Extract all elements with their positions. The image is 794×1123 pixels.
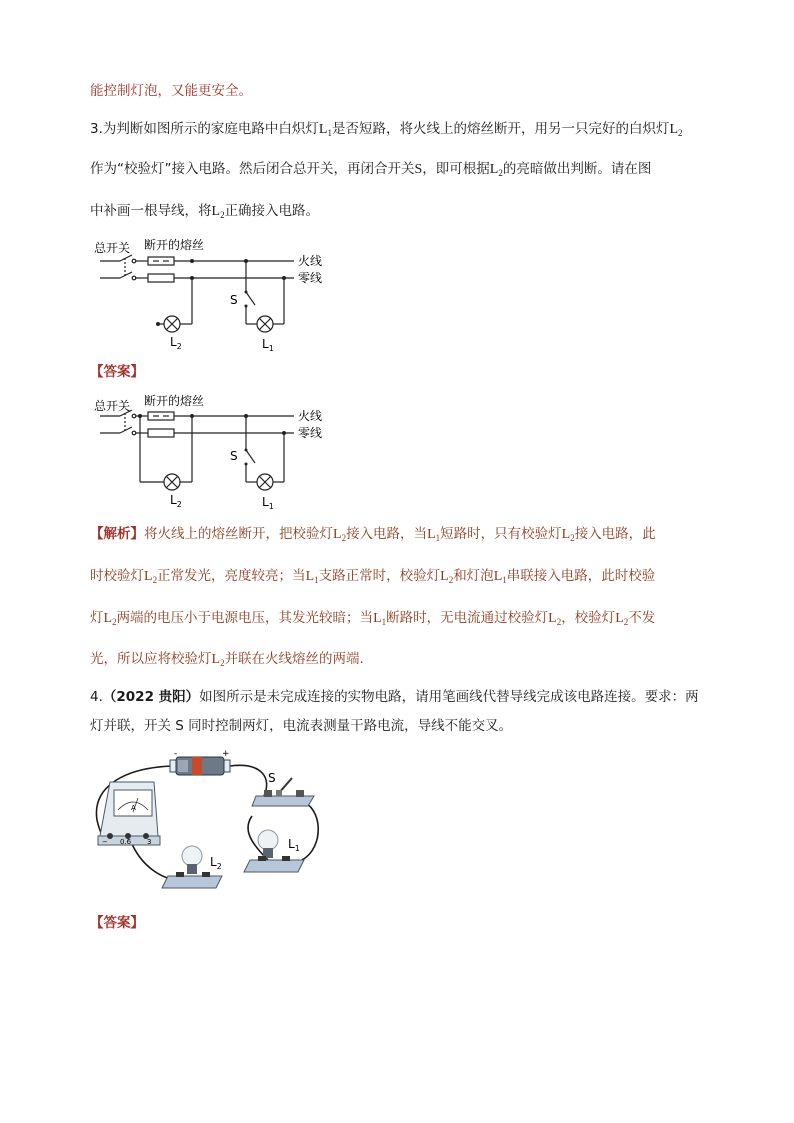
lamp-symbol: $L_1$ (373, 611, 387, 627)
lamp-symbol: $L_2$ (211, 204, 225, 220)
fuse-label: 断开的熔丝 (144, 394, 205, 408)
switch-s-label: S (230, 449, 238, 463)
analysis-line-1: 【解析】将火线上的熔丝断开，把校验灯$L_2$接入电路，当$L_1$短路时，只有校验灯$L_2$接入电路，此 (90, 526, 656, 543)
q4-number: 4. (90, 689, 103, 705)
lamp-symbol: $L_2$ (561, 527, 575, 543)
switch-icon (252, 778, 314, 806)
lamp-symbol: $L_2$ (615, 611, 629, 627)
ammeter-icon (98, 782, 160, 845)
q4-text: 如图所示是未完成连接的实物电路，请用笔画线代替导线完成该电路连接。要求：两 (199, 689, 699, 705)
switch-s-label: S (268, 771, 276, 785)
answer-label-2: 【答案】 (90, 915, 144, 931)
live-wire-label: 火线 (298, 254, 323, 268)
q4-line-2: 灯并联，开关 S 同时控制两灯，电流表测量干路电流，导线不能交叉。 (90, 718, 513, 734)
lamp-symbol: $L_1$ (427, 527, 441, 543)
lamp-symbol: $L_2$ (489, 162, 503, 178)
circuit-diagram-question (92, 236, 342, 354)
switch-symbol: S (414, 162, 423, 177)
main-switch-label: 总开关 (94, 241, 131, 255)
neutral-wire-label: 零线 (298, 426, 323, 440)
lamp-l1-label: $L_1$ (288, 837, 300, 853)
q3-text: 的亮暗做出判断。请在图 (502, 161, 652, 177)
lamp-l2-label: $L_2$ (210, 855, 222, 871)
answer-label: 【答案】 (90, 364, 144, 380)
physical-circuit-figure (92, 748, 332, 898)
lamp-symbol: $L_2$ (440, 569, 454, 585)
q3-line-1 (90, 120, 683, 142)
lamp-symbol: $L_1$ (493, 569, 507, 585)
terminal-0.6: 0.6 (120, 838, 132, 846)
q3-text: 3.为判断如图所示的家庭电路中白炽灯 (90, 121, 319, 137)
switch-s-label: S (230, 293, 238, 307)
q3-text: 作为“校验灯”接入电路。然后闭合总开关，再闭合开关 (90, 161, 415, 177)
circuit-diagram-answer (92, 392, 342, 516)
terminal-minus: − (102, 838, 108, 846)
lamp-symbol: $L_2$ (103, 611, 117, 627)
q3-text: 是否短路，将火线上的熔丝断开，用另一只完好的白炽灯 (331, 121, 670, 137)
q4-line-1 (90, 688, 699, 706)
terminal-3: 3 (147, 838, 152, 846)
live-wire-label: 火线 (298, 409, 323, 423)
battery-minus: - (174, 749, 178, 759)
analysis-line-3: 灯$L_2$两端的电压小于电源电压，其发光较暗；当$L_1$断路时，无电流通过校验灯$L_2$，校验灯$L_2$不发 (90, 610, 656, 627)
lamp-symbol: $L_2$ (211, 652, 225, 668)
fuse-label: 断开的熔丝 (144, 238, 205, 252)
meter-label: A (131, 804, 136, 812)
main-switch-label: 总开关 (94, 399, 131, 413)
lamp-l2-label: $L_2$ (170, 493, 182, 509)
neutral-wire-label: 零线 (298, 271, 323, 285)
q3-text: 正确接入电路。 (224, 203, 320, 219)
lamp-symbol: $L_2$ (144, 569, 158, 585)
continuation-line: 能控制灯泡，又能更安全。 (90, 83, 252, 99)
lamp-l1-label: $L_1$ (262, 337, 274, 353)
lamp-symbol: $L_1$ (305, 569, 319, 585)
battery-icon (170, 757, 230, 775)
analysis-line-4: 光，所以应将校验灯$L_2$并联在火线熔丝的两端. (90, 651, 364, 668)
lamp-symbol: $L_2$ (548, 611, 562, 627)
analysis-line-2: 时校验灯$L_2$正常发光，亮度较亮；当$L_1$支路正常时，校验灯$L_2$和灯泡$L_1$串联接入电路，此时校验 (90, 568, 656, 585)
lamp-symbol: $L_2$ (333, 527, 347, 543)
q3-line-3 (90, 202, 319, 224)
analysis-label: 【解析】 (90, 526, 144, 542)
battery-plus: + (222, 749, 230, 759)
q4-source: （2022 贵阳） (102, 689, 200, 705)
lamp-l1-label: $L_1$ (262, 495, 274, 511)
lamp-symbol: $L_2$ (669, 122, 683, 138)
q3-text: 中补画一根导线，将 (90, 203, 212, 219)
lamp-l2-label: $L_2$ (170, 335, 182, 351)
lamp-symbol: $L_1$ (318, 122, 332, 138)
q3-line-2 (90, 160, 651, 182)
q3-text: ，即可根据 (422, 161, 490, 177)
